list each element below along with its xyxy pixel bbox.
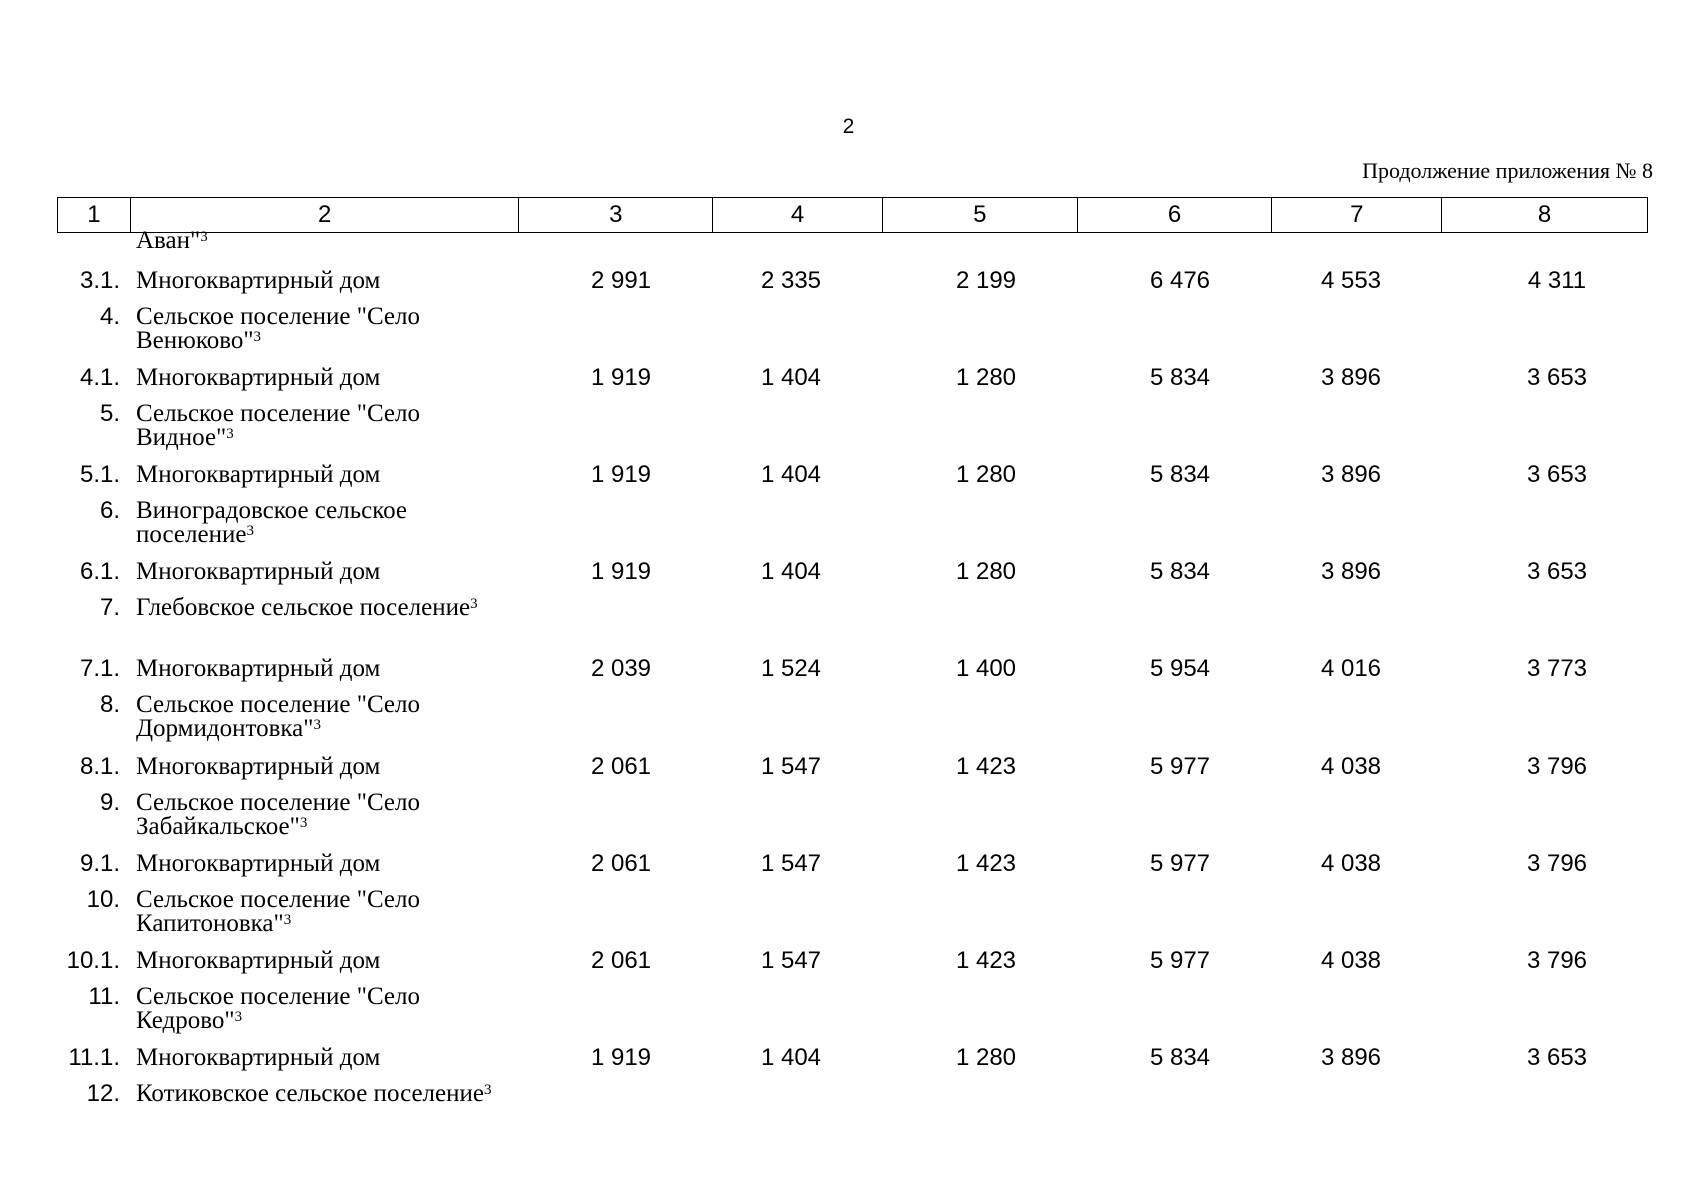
value-cell-col-4: 1 547 [760, 753, 822, 780]
row-name-text: Сельское поселение "Село Венюково" [136, 303, 421, 354]
value-cell-col-8: 3 653 [1526, 1044, 1588, 1071]
row-name-text: Многоквартирный дом [136, 558, 381, 585]
value-cell-col-6: 5 834 [1149, 1044, 1211, 1071]
row-name [136, 949, 496, 973]
row-number: 8.1. [79, 753, 120, 780]
footnote-mark: 3 [299, 815, 308, 831]
value-cell-col-3: 1 919 [590, 364, 652, 391]
value-cell-col-3: 1 919 [590, 558, 652, 585]
footnote-mark: 3 [234, 1009, 243, 1025]
value-cell-col-7: 4 553 [1320, 267, 1382, 294]
value-cell-col-5: 1 280 [955, 1044, 1017, 1071]
value-cell-col-3: 1 919 [590, 1044, 652, 1071]
value-cell-col-7: 3 896 [1320, 558, 1382, 585]
row-name-text: Многоквартирный дом [136, 461, 381, 488]
row-name [136, 693, 496, 741]
value-cell-col-8: 3 796 [1526, 753, 1588, 780]
value-cell-col-7: 4 016 [1320, 655, 1382, 682]
value-cell-col-7: 4 038 [1320, 850, 1382, 877]
value-cell-col-8: 3 653 [1526, 364, 1588, 391]
value-cell-col-4: 1 404 [760, 558, 822, 585]
row-number: 3.1. [79, 267, 120, 294]
footnote-mark: 3 [226, 426, 234, 442]
value-cell-col-6: 6 476 [1149, 267, 1211, 294]
header-cell-5: 5 [882, 198, 1077, 232]
value-cell-col-3: 2 039 [590, 655, 652, 682]
header-cell-8: 8 [1441, 198, 1647, 232]
row-name [136, 229, 496, 253]
header-cell-2: 2 [130, 198, 519, 232]
value-cell-col-5: 1 280 [955, 558, 1017, 585]
row-name-text: Сельское поселение "Село Капитоновка" [136, 886, 421, 937]
value-cell-col-3: 2 061 [590, 753, 652, 780]
row-number: 12. [86, 1080, 120, 1107]
footnote-mark: 3 [246, 523, 254, 539]
row-name-text: Многоквартирный дом [136, 1044, 381, 1071]
row-name-text: Сельское поселение "Село Кедрово" [136, 983, 421, 1034]
row-name [136, 560, 496, 584]
value-cell-col-5: 1 400 [955, 655, 1017, 682]
value-cell-col-5: 1 423 [955, 947, 1017, 974]
row-number: 9.1. [79, 850, 120, 877]
row-name [136, 499, 496, 547]
row-number: 5.1. [79, 461, 120, 488]
row-number: 11.1. [68, 1044, 120, 1071]
value-cell-col-7: 3 896 [1320, 364, 1382, 391]
row-number: 11. [88, 983, 120, 1010]
row-name-text: Сельское поселение "Село Дормидонтовка" [136, 691, 421, 742]
row-number: 10.1. [66, 947, 120, 974]
row-name-text: Виноградовское сельское поселение [136, 497, 408, 548]
value-cell-col-8: 3 796 [1526, 947, 1588, 974]
header-cell-6: 6 [1077, 198, 1272, 232]
footnote-mark: 3 [484, 1082, 492, 1098]
row-number: 5. [99, 400, 120, 427]
row-name [136, 791, 496, 839]
value-cell-col-4: 1 404 [760, 461, 822, 488]
row-number: 10. [86, 886, 120, 913]
footnote-mark: 3 [313, 717, 321, 733]
row-name [136, 657, 496, 681]
value-cell-col-4: 1 547 [760, 850, 822, 877]
footnote-mark: 3 [253, 329, 262, 345]
row-name-text: Многоквартирный дом [136, 267, 381, 294]
row-name-text: Многоквартирный дом [136, 947, 381, 974]
row-number: 8. [99, 691, 120, 718]
row-name [136, 366, 496, 390]
footnote-mark: 3 [470, 596, 478, 612]
row-name [136, 888, 496, 936]
row-name [136, 1082, 496, 1106]
value-cell-col-4: 2 335 [760, 267, 822, 294]
row-name [136, 985, 496, 1033]
value-cell-col-6: 5 954 [1149, 655, 1211, 682]
value-cell-col-4: 1 524 [760, 655, 822, 682]
row-name-text: Котиковское сельское поселение [136, 1080, 484, 1107]
row-number: 6.1. [79, 558, 120, 585]
row-number: 6. [99, 497, 120, 524]
row-name [136, 305, 496, 353]
header-cell-1: 1 [87, 201, 101, 228]
value-cell-col-3: 2 061 [590, 947, 652, 974]
table-header-row [57, 197, 1648, 233]
row-name-text: Многоквартирный дом [136, 753, 381, 780]
value-cell-col-3: 1 919 [590, 461, 652, 488]
row-name [136, 755, 496, 779]
row-name [136, 269, 496, 293]
row-name-text: Многоквартирный дом [136, 655, 381, 682]
page-number: 2 [842, 115, 855, 138]
footnote-mark: 3 [200, 229, 208, 245]
value-cell-col-7: 3 896 [1320, 461, 1382, 488]
value-cell-col-6: 5 977 [1149, 947, 1211, 974]
row-name-text: Сельское поселение "Село Забайкальское" [136, 789, 421, 840]
value-cell-col-5: 1 423 [955, 753, 1017, 780]
value-cell-col-4: 1 547 [760, 947, 822, 974]
value-cell-col-4: 1 404 [760, 364, 822, 391]
value-cell-col-8: 4 311 [1527, 267, 1587, 294]
row-name-text: Аван" [136, 227, 201, 254]
value-cell-col-8: 3 773 [1526, 655, 1588, 682]
value-cell-col-6: 5 834 [1149, 364, 1211, 391]
continuation-label: Продолжение приложения № 8 [1362, 158, 1653, 183]
row-name [136, 1046, 496, 1070]
value-cell-col-3: 2 061 [590, 850, 652, 877]
value-cell-col-6: 5 834 [1149, 558, 1211, 585]
value-cell-col-5: 1 280 [955, 364, 1017, 391]
value-cell-col-5: 2 199 [955, 267, 1017, 294]
row-name [136, 852, 496, 876]
row-number: 4.1. [79, 364, 120, 391]
row-name-text: Глебовское сельское поселение [136, 594, 471, 621]
value-cell-col-4: 1 404 [760, 1044, 822, 1071]
header-cell-4: 4 [712, 198, 882, 232]
value-cell-col-5: 1 423 [955, 850, 1017, 877]
row-number: 9. [99, 789, 120, 816]
row-name-text: Сельское поселение "Село Видное" [136, 400, 421, 451]
value-cell-col-8: 3 653 [1526, 558, 1588, 585]
row-name-text: Многоквартирный дом [136, 850, 381, 877]
row-name [136, 402, 496, 450]
value-cell-col-7: 3 896 [1320, 1044, 1382, 1071]
value-cell-col-5: 1 280 [955, 461, 1017, 488]
row-name-text: Многоквартирный дом [136, 364, 381, 391]
value-cell-col-3: 2 991 [590, 267, 652, 294]
header-cell-3: 3 [518, 198, 712, 232]
value-cell-col-6: 5 977 [1149, 850, 1211, 877]
row-number: 4. [99, 303, 120, 330]
row-number: 7.1. [79, 655, 120, 682]
value-cell-col-7: 4 038 [1320, 947, 1382, 974]
value-cell-col-7: 4 038 [1320, 753, 1382, 780]
row-name [136, 596, 496, 620]
value-cell-col-6: 5 834 [1149, 461, 1211, 488]
value-cell-col-6: 5 977 [1149, 753, 1211, 780]
value-cell-col-8: 3 796 [1526, 850, 1588, 877]
header-cell-7: 7 [1271, 198, 1441, 232]
value-cell-col-8: 3 653 [1526, 461, 1588, 488]
row-name [136, 463, 496, 487]
row-number: 7. [99, 594, 120, 621]
footnote-mark: 3 [283, 912, 292, 928]
